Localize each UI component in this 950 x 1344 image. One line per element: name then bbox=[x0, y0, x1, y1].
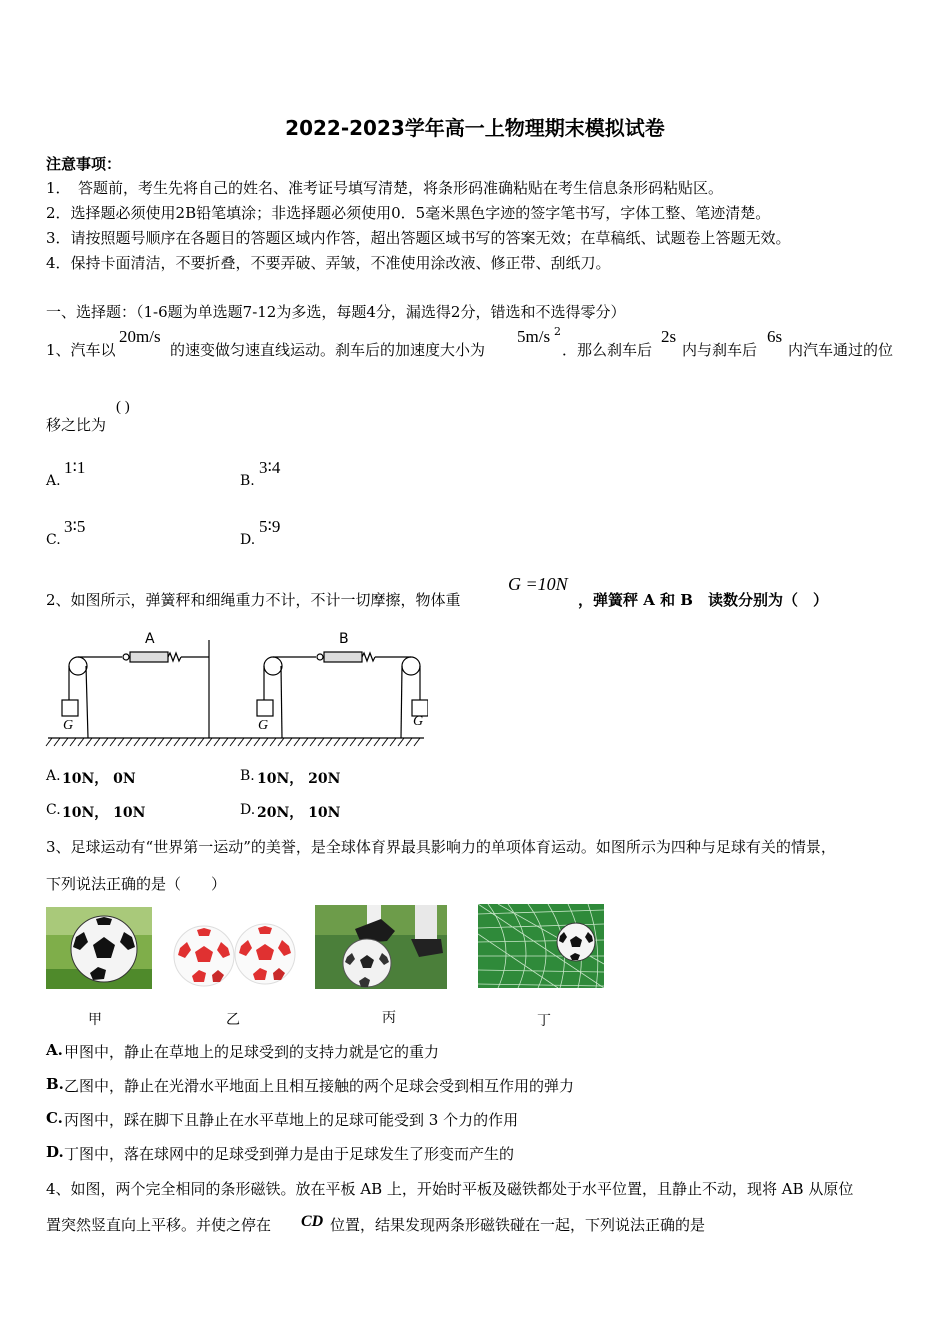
q4-line-2-a: 置突然竖直向上平移。并使之停在 bbox=[46, 1216, 272, 1234]
caption-yi: 乙 bbox=[226, 1012, 240, 1028]
q1-option-d-letter: D. bbox=[240, 532, 256, 548]
q1-text-3: ．那么刹车后 bbox=[562, 341, 653, 359]
q1-option-d-value: 5∶9 bbox=[259, 517, 281, 536]
q2-text-1: 2、如图所示，弹簧秤和细绳重力不计，不计一切摩擦，物体重 bbox=[46, 591, 461, 609]
notice-item-4: 4．保持卡面清洁，不要折叠，不要弄破、弄皱，不准使用涂改液、修正带、刮纸刀。 bbox=[46, 254, 611, 272]
notice-heading: 注意事项： bbox=[46, 155, 122, 173]
caption-jia: 甲 bbox=[88, 1012, 102, 1028]
q2-option-b-value: 10N， 20N bbox=[257, 771, 341, 787]
weight-label-left: G bbox=[63, 718, 74, 733]
q1-time-2: 6s bbox=[767, 327, 783, 346]
q4-line-1: 4、如图，两个完全相同的条形磁铁。放在平板 AB 上，开始时平板及磁铁都处于水平位置，且静止不动，现将 AB 从原位 bbox=[46, 1180, 854, 1198]
caption-ding: 丁 bbox=[537, 1013, 551, 1029]
q1-text-5: 内汽车通过的位 bbox=[788, 341, 894, 359]
q3-option-a-letter: A. bbox=[46, 1041, 63, 1059]
spring-a-label: A bbox=[145, 631, 155, 647]
q3-option-d-letter: D. bbox=[46, 1143, 64, 1161]
q1-accel-exponent: 2 bbox=[554, 325, 561, 338]
q3-option-c-letter: C. bbox=[46, 1109, 63, 1127]
q2-weight-math: G =10N bbox=[508, 574, 568, 594]
notice-item-3: 3．请按照题号顺序在各题目的答题区域内作答，超出答题区域书写的答案无效；在草稿纸、试题卷上答题无效。 bbox=[46, 229, 791, 247]
q1-option-a-letter: A. bbox=[46, 473, 61, 489]
section-heading: 一、选择题：（1-6题为单选题7-12为多选，每题4分，漏选得2分，错选和不选得零分） bbox=[46, 303, 626, 321]
q1-time-1: 2s bbox=[661, 327, 677, 346]
q3-line-1: 3、足球运动有“世界第一运动”的美誉，是全球体育界最具影响力的单项体育运动。如图所示为四种与足球有关的情景， bbox=[46, 838, 836, 856]
q1-option-b-letter: B. bbox=[240, 473, 255, 489]
spring-b-label: B bbox=[339, 631, 349, 647]
q3-option-d-text: 丁图中，落在球网中的足球受到弹力是由于足球发生了形变而产生的 bbox=[64, 1145, 515, 1163]
q3-option-b-text: 乙图中，静止在光滑水平地面上且相互接触的两个足球会受到相互作用的弹力 bbox=[64, 1077, 575, 1095]
q1-option-c-letter: C. bbox=[46, 532, 61, 548]
q2-option-d-value: 20N， 10N bbox=[257, 805, 341, 821]
q1-speed: 20m/s bbox=[119, 327, 161, 346]
q4-cd-math: CD bbox=[301, 1213, 324, 1230]
q1-text-1: 1、汽车以 bbox=[46, 341, 116, 359]
q2-option-a-value: 10N， 0N bbox=[62, 771, 136, 787]
page-title: 2022-2023学年高一上物理期末模拟试卷 bbox=[285, 116, 665, 140]
q2-option-c-value: 10N， 10N bbox=[62, 805, 146, 821]
q1-option-a-value: 1∶1 bbox=[64, 458, 86, 477]
q1-line-2: 移之比为 bbox=[46, 416, 107, 434]
q1-text-2: 的速变做匀速直线运动。刹车后的加速度大小为 bbox=[170, 341, 486, 359]
q1-blank: ( ) bbox=[116, 399, 130, 415]
q2-text-2: ，弹簧秤 A 和 B 读数分别为（ ） bbox=[578, 591, 828, 609]
q3-option-b-letter: B. bbox=[46, 1075, 64, 1093]
q1-accel: 5m/s bbox=[517, 327, 551, 346]
q2-option-d-letter: D. bbox=[240, 802, 256, 818]
photo-jia-ball-on-grass bbox=[46, 907, 152, 989]
q2-option-c-letter: C. bbox=[46, 802, 61, 818]
q1-text-4: 内与刹车后 bbox=[682, 341, 758, 359]
q1-option-c-value: 3∶5 bbox=[64, 517, 86, 536]
photo-bing-foot-on-ball bbox=[315, 905, 447, 989]
photo-yi-two-balls bbox=[172, 920, 298, 988]
spring-scale-diagram bbox=[44, 628, 428, 750]
weight-label-right: G bbox=[413, 714, 424, 729]
photo-ding-ball-in-net bbox=[478, 904, 604, 988]
weight-label-middle: G bbox=[258, 718, 269, 733]
notice-item-1: 1． 答题前，考生先将自己的姓名、准考证号填写清楚，将条形码准确粘贴在考生信息条形码粘贴区。 bbox=[46, 179, 724, 197]
q3-option-c-text: 丙图中，踩在脚下且静止在水平草地上的足球可能受到 3 个力的作用 bbox=[64, 1111, 519, 1129]
q2-option-a-letter: A. bbox=[46, 768, 61, 784]
notice-item-2: 2．选择题必须使用2B铅笔填涂；非选择题必须使用0．5毫米黑色字迹的签字笔书写，字体工整、笔迹清楚。 bbox=[46, 204, 771, 222]
caption-bing: 丙 bbox=[382, 1010, 396, 1026]
q1-option-b-value: 3∶4 bbox=[259, 458, 281, 477]
q3-option-a-text: 甲图中，静止在草地上的足球受到的支持力就是它的重力 bbox=[64, 1043, 440, 1061]
q4-line-2-b: 位置，结果发现两条形磁铁碰在一起，下列说法正确的是 bbox=[330, 1216, 706, 1234]
q2-option-b-letter: B. bbox=[240, 768, 255, 784]
q3-line-2: 下列说法正确的是（ ） bbox=[46, 875, 227, 893]
